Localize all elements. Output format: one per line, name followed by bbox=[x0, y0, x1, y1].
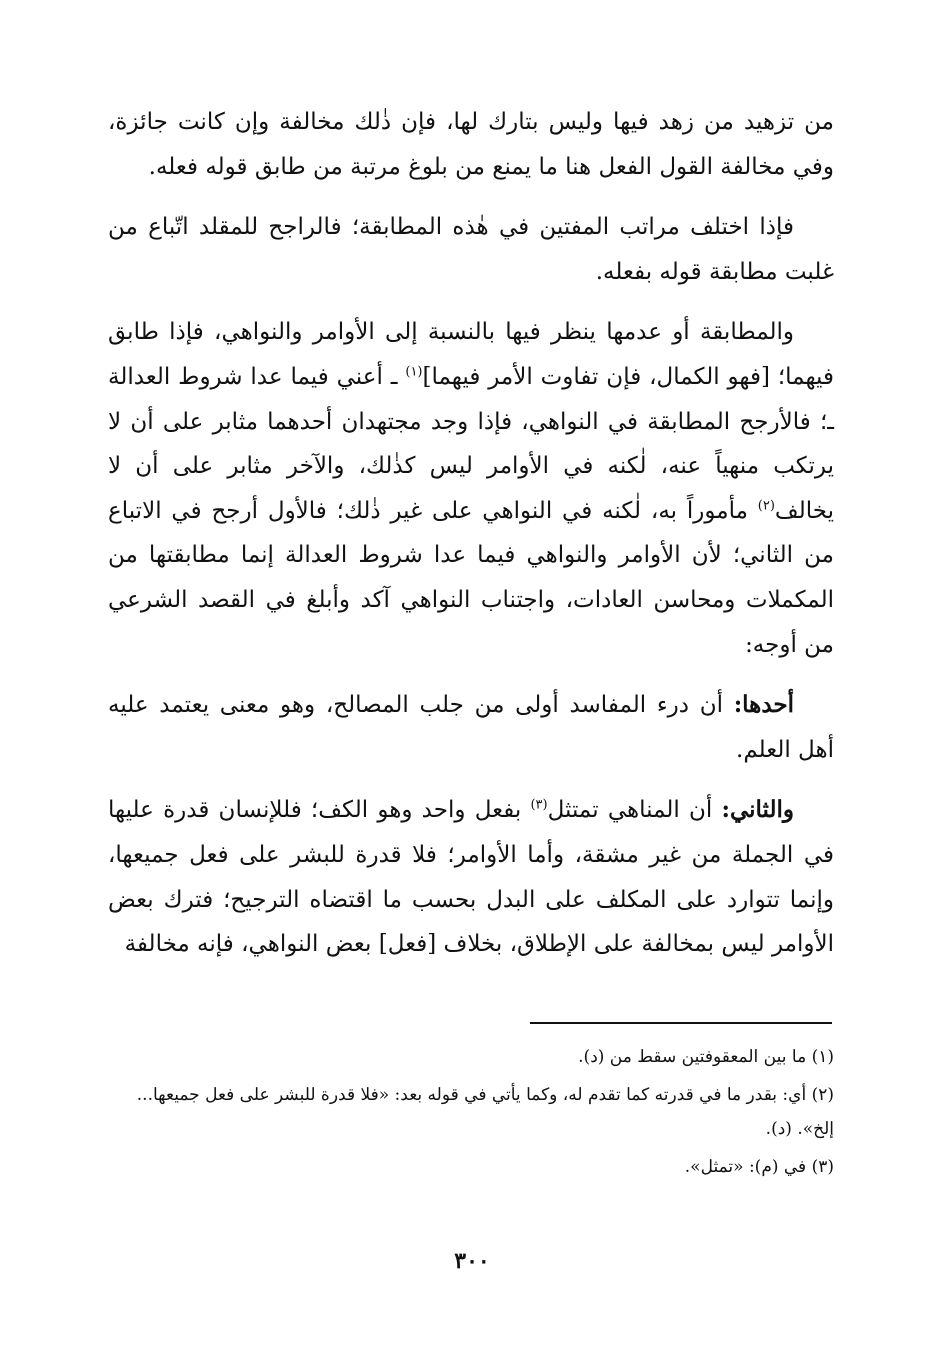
paragraph-3 bbox=[108, 310, 834, 667]
footnotes bbox=[108, 1040, 834, 1188]
footnote-3: (٣) في (م): «تمثل». bbox=[684, 1157, 834, 1177]
paragraph-5-text-b: بفعل واحد وهو الكف؛ فللإنسان قدرة عليها في الجملة من غير مشقة، وأما الأوامر؛ فلا قدرة للبشر على فعل جميعها، وإنما تتوارد على المكلف على البدل بحسب ما اقتضاه الترجيح؛ فترك بعض الأوامر ليس بمخالفة على الإطلاق، بخلاف [فعل] بعض النواهي، فإنه مخالفة bbox=[108, 797, 834, 958]
footnote-ref-1: (١) bbox=[405, 364, 423, 380]
paragraph-5-lead: والثاني: bbox=[721, 796, 794, 824]
paragraph-1-text: من تزهيد من زهد فيها وليس بتارك لها، فإن ذٰلك مخالفة وإن كانت جائزة، وفي مخالفة القول الفعل هنا ما يمنع من بلوغ مرتبة من طابق قوله فعله. bbox=[108, 109, 834, 180]
footnote-ref-2: (٢) bbox=[757, 498, 775, 514]
footnote-ref-3: (٣) bbox=[530, 797, 548, 813]
paragraph-5 bbox=[108, 788, 834, 966]
paragraph-2 bbox=[108, 205, 834, 294]
main-text bbox=[108, 100, 834, 983]
footnote-1: (١) ما بين المعقوفتين سقط من (د). bbox=[578, 1047, 834, 1067]
paragraph-2-text: فإذا اختلف مراتب المفتين في هٰذه المطابقة؛ فالراجح للمقلد اتّباع من غلبت مطابقة قوله بفعله. bbox=[108, 214, 834, 285]
page-number: ٣٠٠ bbox=[454, 1248, 490, 1274]
footnote-divider bbox=[530, 1022, 832, 1024]
paragraph-1 bbox=[108, 100, 834, 189]
paragraph-4-text: أن درء المفاسد أولى من جلب المصالح، وهو معنى يعتمد عليه أهل العلم. bbox=[108, 692, 834, 763]
paragraph-3-text-a: والمطابقة أو عدمها ينظر فيها بالنسبة إلى الأوامر والنواهي، فإذا طابق فيهما؛ [فهو الكمال، فإن تفاوت الأمر فيهما] bbox=[108, 319, 834, 390]
paragraph-3-text-c: مأموراً به، لٰكنه في النواهي على غير ذٰلك؛ فالأول أرجح في الاتباع من الثاني؛ لأن الأوامر والنواهي فيما عدا شروط العدالة إنما مطابقتها من المكملات ومحاسن العادات، واجتناب النواهي آكد وأبلغ في القصد الشرعي من أوجه: bbox=[108, 497, 834, 658]
paragraph-4 bbox=[108, 683, 834, 772]
paragraph-5-text-a: أن المناهي تمتثل bbox=[547, 797, 722, 824]
paragraph-3-text-b: ـ أعني فيما عدا شروط العدالة ـ؛ فالأرجح المطابقة في النواهي، فإذا وجد مجتهدان أحدهما مثابر على أن لا يرتكب منهياً عنه، لٰكنه في الأوامر ليس كذٰلك، والآخر مثابر على أن لا يخالف bbox=[108, 363, 834, 524]
paragraph-4-lead: أحدها: bbox=[733, 691, 794, 719]
footnote-2: (٢) أي: بقدر ما في قدرته كما تقدم له، وكما يأتي في قوله بعد: «فلا قدرة للبشر على فعل جميعها... إلخ». (د). bbox=[136, 1085, 834, 1139]
